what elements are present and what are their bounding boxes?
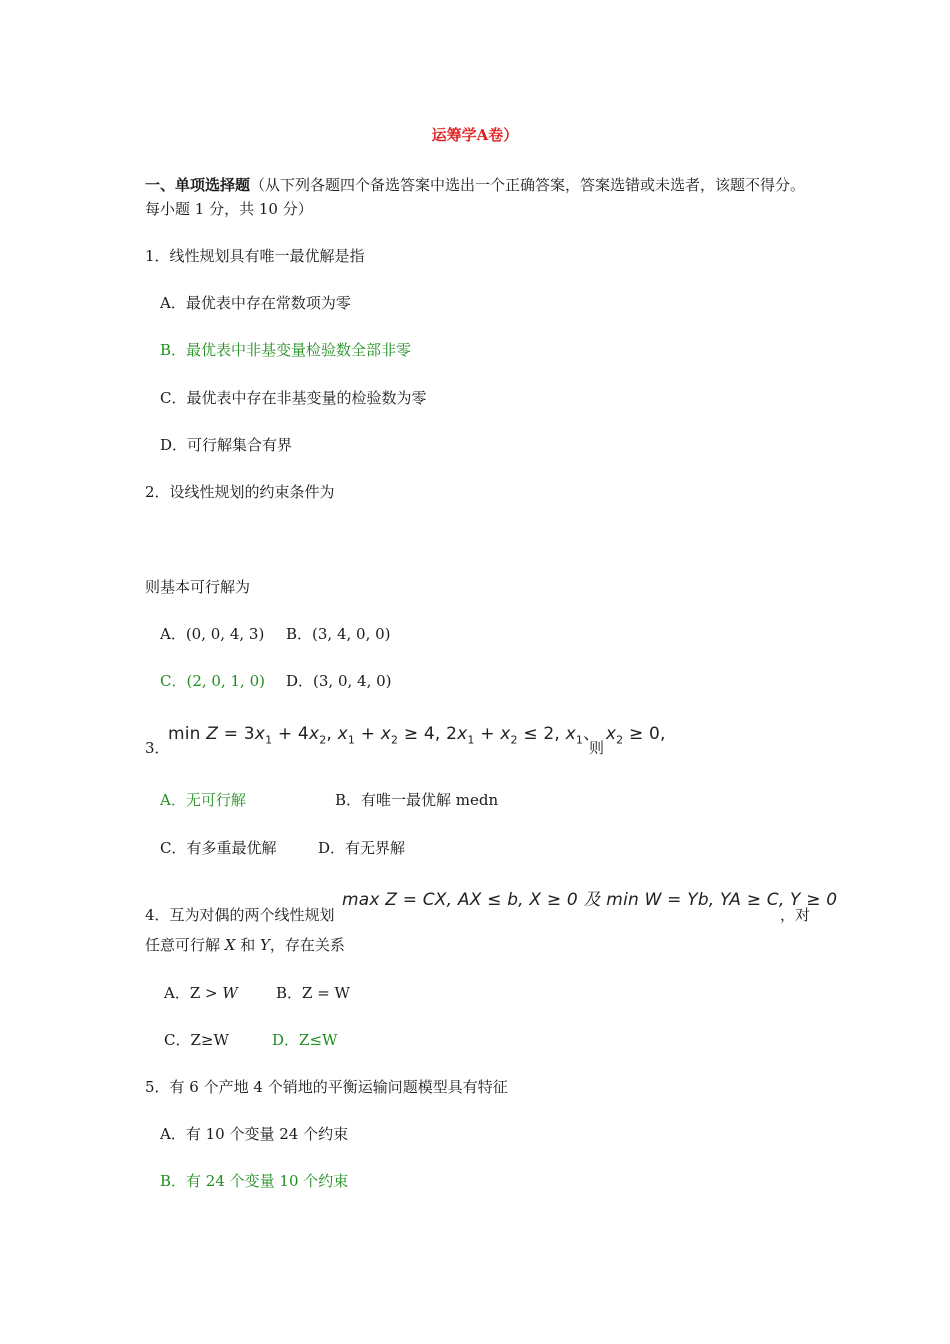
q3-formula: $\min Z = 3x_1 + 4x_2$, $x_1 + x_2 \ge 4$, $2x_1 + x_2 \le 2$, $x_1$、 $x_2 \ge 0$, [168, 724, 666, 747]
q1-option-c: C．最优表中存在非基变量的检验数为零 [160, 389, 427, 407]
exam-title: 运筹学A卷） [431, 126, 519, 144]
q2-option-b: B．(3, 4, 0, 0) [286, 625, 391, 643]
q3-then: 则 [589, 739, 605, 757]
q2-stem: 2．设线性规划的约束条件为 [145, 483, 335, 501]
q3-option-a: A．无可行解 [160, 791, 246, 809]
section-header [145, 175, 805, 195]
q2-option-a: A．(0, 0, 4, 3) [160, 625, 265, 643]
q1-option-a: A．最优表中存在常数项为零 [160, 294, 351, 312]
q1-option-d: D．可行解集合有界 [160, 436, 293, 454]
section-instruction: （从下列各题四个备选答案中选出一个正确答案，答案选错或未选者，该题不得分。 [250, 176, 806, 194]
q4-formula: max Z = CX, AX ≤ b, X ≥ 0 及 min W = Yb, YA ≥ C, Y ≥ 0 [342, 890, 838, 910]
q1-option-b: B．最优表中非基变量检验数全部非零 [160, 341, 412, 359]
section-instruction-line2: 每小题 1 分，共 10 分） [145, 200, 313, 218]
q3-option-b: B．有唯一最优解 medn [335, 791, 499, 809]
section-heading: 一、单项选择题 [145, 176, 251, 194]
q2-option-c: C．(2, 0, 1, 0) [160, 672, 265, 690]
q3-option-d: D．有无界解 [318, 839, 406, 857]
q4-tail: ，对 [780, 906, 811, 924]
q4-option-a: A．Z > W [164, 984, 238, 1002]
q4-option-c: C．Z≥W [164, 1031, 229, 1049]
q2-option-d: D．(3, 0, 4, 0) [286, 672, 392, 690]
q5-option-b: B．有 24 个变量 10 个约束 [160, 1172, 349, 1190]
q5-option-a: A．有 10 个变量 24 个约束 [160, 1125, 349, 1143]
q2-then: 则基本可行解为 [145, 578, 251, 596]
q4-option-b: B．Z = W [276, 984, 350, 1002]
q3-number: 3． [145, 739, 170, 757]
q1-stem: 1．线性规划具有唯一最优解是指 [145, 247, 365, 265]
q4-option-d: D．Z≤W [272, 1031, 338, 1049]
q5-stem: 5．有 6 个产地 4 个销地的平衡运输问题模型具有特征 [145, 1078, 508, 1096]
q4-stem: 4．互为对偶的两个线性规划 [145, 906, 335, 924]
q3-option-c: C．有多重最优解 [160, 839, 277, 857]
q4-stem-line2: 任意可行解 X 和 Y，存在关系 [145, 936, 345, 954]
